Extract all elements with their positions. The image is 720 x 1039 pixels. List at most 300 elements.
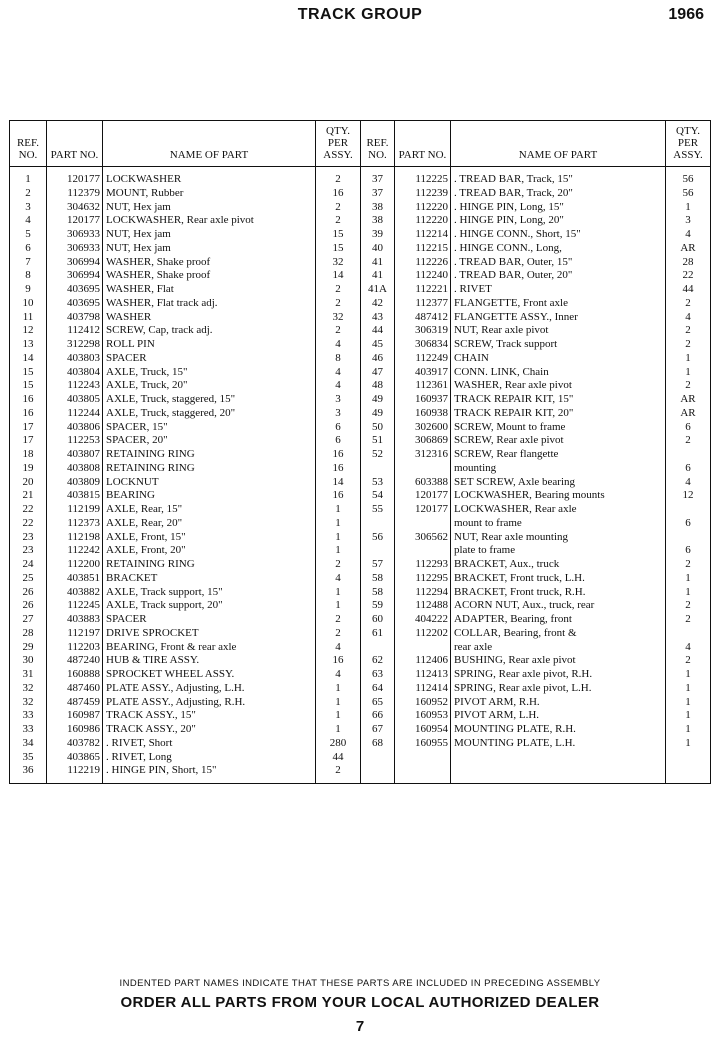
right-part-no-cell: 112377 bbox=[395, 297, 451, 311]
right-part-no-cell: 112215 bbox=[395, 242, 451, 256]
right-part-no-cell: 112361 bbox=[395, 379, 451, 393]
left-part-no-cell: 487240 bbox=[47, 654, 103, 668]
left-part-no-cell: 112199 bbox=[47, 503, 103, 517]
left-qty-cell: 3 bbox=[316, 393, 361, 407]
left-ref-no-cell: 16 bbox=[10, 407, 47, 421]
right-qty-cell: 1 bbox=[666, 682, 711, 696]
right-ref-no-cell: 57 bbox=[361, 558, 395, 572]
left-ref-no-cell: 25 bbox=[10, 572, 47, 586]
table-row bbox=[10, 256, 711, 270]
table-row bbox=[10, 489, 711, 503]
left-part-no-cell: 112379 bbox=[47, 187, 103, 201]
left-qty-cell: 2 bbox=[316, 297, 361, 311]
right-ref-no-cell: 38 bbox=[361, 201, 395, 215]
left-ref-no-cell: 33 bbox=[10, 709, 47, 723]
table-row bbox=[10, 709, 711, 723]
left-qty-cell: 2 bbox=[316, 201, 361, 215]
left-part-name-cell: BEARING bbox=[103, 489, 316, 503]
right-ref-no-cell: 64 bbox=[361, 682, 395, 696]
left-part-name-cell: . RIVET, Short bbox=[103, 737, 316, 751]
right-part-no-cell: 160955 bbox=[395, 737, 451, 751]
left-part-no-cell: 487459 bbox=[47, 696, 103, 710]
right-ref-no-cell: 55 bbox=[361, 503, 395, 517]
right-qty-cell: 2 bbox=[666, 379, 711, 393]
indented-parts-note: INDENTED PART NAMES INDICATE THAT THESE PARTS ARE INCLUDED IN PRECEDING ASSEMBLY bbox=[119, 978, 601, 989]
left-part-no-cell: 403803 bbox=[47, 352, 103, 366]
right-qty-cell: 1 bbox=[666, 709, 711, 723]
right-part-name-cell: LOCKWASHER, Rear axle bbox=[451, 503, 666, 517]
left-part-name-cell: HUB & TIRE ASSY. bbox=[103, 654, 316, 668]
left-qty-cell: 15 bbox=[316, 228, 361, 242]
left-part-no-cell: 306994 bbox=[47, 256, 103, 270]
right-part-name-cell: WASHER, Rear axle pivot bbox=[451, 379, 666, 393]
left-part-no-cell: 403882 bbox=[47, 586, 103, 600]
right-ref-no-cell: 43 bbox=[361, 311, 395, 325]
right-qty-cell: 56 bbox=[666, 187, 711, 201]
left-ref-no-cell: 18 bbox=[10, 448, 47, 462]
left-part-no-cell: 112412 bbox=[47, 324, 103, 338]
left-part-no-cell: 112242 bbox=[47, 544, 103, 558]
right-qty-cell bbox=[666, 448, 711, 462]
right-ref-no-cell: 39 bbox=[361, 228, 395, 242]
left-ref-no-cell: 8 bbox=[10, 269, 47, 283]
right-part-no-cell: 160953 bbox=[395, 709, 451, 723]
table-row bbox=[10, 407, 711, 421]
right-part-name-cell: ADAPTER, Bearing, front bbox=[451, 613, 666, 627]
left-ref-no-cell: 17 bbox=[10, 421, 47, 435]
ref-header-left: REF. NO. bbox=[10, 121, 47, 167]
right-part-name-cell: plate to frame bbox=[451, 544, 666, 558]
left-part-name-cell: MOUNT, Rubber bbox=[103, 187, 316, 201]
right-part-name-cell: LOCKWASHER, Bearing mounts bbox=[451, 489, 666, 503]
left-part-no-cell: 112243 bbox=[47, 379, 103, 393]
table-row bbox=[10, 668, 711, 682]
right-qty-cell: AR bbox=[666, 393, 711, 407]
right-qty-cell: 1 bbox=[666, 586, 711, 600]
right-part-name-cell: SCREW, Rear flangette bbox=[451, 448, 666, 462]
table-row bbox=[10, 283, 711, 297]
right-part-no-cell bbox=[395, 641, 451, 655]
left-ref-no-cell: 30 bbox=[10, 654, 47, 668]
right-ref-no-cell: 41A bbox=[361, 283, 395, 297]
right-qty-cell: 44 bbox=[666, 283, 711, 297]
left-part-no-cell: 403806 bbox=[47, 421, 103, 435]
left-part-name-cell: TRACK ASSY., 15" bbox=[103, 709, 316, 723]
left-part-name-cell: AXLE, Truck, 15" bbox=[103, 366, 316, 380]
left-qty-cell: 1 bbox=[316, 586, 361, 600]
right-ref-no-cell bbox=[361, 764, 395, 783]
ref-header-right: REF. NO. bbox=[361, 121, 395, 167]
left-ref-no-cell: 21 bbox=[10, 489, 47, 503]
right-qty-cell bbox=[666, 531, 711, 545]
right-ref-no-cell: 63 bbox=[361, 668, 395, 682]
table-row bbox=[10, 627, 711, 641]
right-part-name-cell: . TREAD BAR, Track, 15" bbox=[451, 167, 666, 187]
right-part-name-cell: NUT, Rear axle mounting bbox=[451, 531, 666, 545]
left-part-name-cell: AXLE, Track support, 15" bbox=[103, 586, 316, 600]
right-part-no-cell: 603388 bbox=[395, 476, 451, 490]
left-ref-no-cell: 15 bbox=[10, 366, 47, 380]
right-part-no-cell: 306562 bbox=[395, 531, 451, 545]
left-qty-cell: 1 bbox=[316, 709, 361, 723]
left-part-no-cell: 403804 bbox=[47, 366, 103, 380]
left-part-name-cell: AXLE, Front, 15" bbox=[103, 531, 316, 545]
left-part-name-cell: SCREW, Cap, track adj. bbox=[103, 324, 316, 338]
left-ref-no-cell: 12 bbox=[10, 324, 47, 338]
right-part-no-cell: 404222 bbox=[395, 613, 451, 627]
right-part-no-cell bbox=[395, 462, 451, 476]
right-qty-cell bbox=[666, 751, 711, 765]
right-part-name-cell: FLANGETTE ASSY., Inner bbox=[451, 311, 666, 325]
left-qty-cell: 1 bbox=[316, 503, 361, 517]
left-part-name-cell: RETAINING RING bbox=[103, 462, 316, 476]
left-part-name-cell: NUT, Hex jam bbox=[103, 242, 316, 256]
right-qty-cell bbox=[666, 503, 711, 517]
right-part-name-cell: CHAIN bbox=[451, 352, 666, 366]
left-part-name-cell: SPACER, 20" bbox=[103, 434, 316, 448]
left-qty-cell: 4 bbox=[316, 366, 361, 380]
table-row bbox=[10, 723, 711, 737]
left-part-name-cell: AXLE, Truck, 20" bbox=[103, 379, 316, 393]
right-qty-cell: 3 bbox=[666, 214, 711, 228]
right-part-name-cell: SPRING, Rear axle pivot, L.H. bbox=[451, 682, 666, 696]
left-qty-cell: 3 bbox=[316, 407, 361, 421]
right-qty-cell: 2 bbox=[666, 434, 711, 448]
right-ref-no-cell: 54 bbox=[361, 489, 395, 503]
table-row bbox=[10, 379, 711, 393]
left-qty-cell: 14 bbox=[316, 476, 361, 490]
left-ref-no-cell: 5 bbox=[10, 228, 47, 242]
right-qty-cell: 4 bbox=[666, 476, 711, 490]
left-part-name-cell: RETAINING RING bbox=[103, 558, 316, 572]
left-ref-no-cell: 34 bbox=[10, 737, 47, 751]
right-qty-cell bbox=[666, 627, 711, 641]
left-qty-cell: 1 bbox=[316, 696, 361, 710]
left-qty-cell: 2 bbox=[316, 167, 361, 187]
right-part-no-cell: 112406 bbox=[395, 654, 451, 668]
right-ref-no-cell: 46 bbox=[361, 352, 395, 366]
left-qty-cell: 4 bbox=[316, 668, 361, 682]
right-part-no-cell: 112240 bbox=[395, 269, 451, 283]
right-part-name-cell bbox=[451, 751, 666, 765]
right-qty-cell: 2 bbox=[666, 324, 711, 338]
left-qty-cell: 4 bbox=[316, 572, 361, 586]
right-part-name-cell: BRACKET, Front truck, L.H. bbox=[451, 572, 666, 586]
right-part-no-cell: 112202 bbox=[395, 627, 451, 641]
table-row bbox=[10, 352, 711, 366]
left-part-no-cell: 403798 bbox=[47, 311, 103, 325]
left-part-name-cell: PLATE ASSY., Adjusting, L.H. bbox=[103, 682, 316, 696]
left-part-no-cell: 306933 bbox=[47, 228, 103, 242]
table-row bbox=[10, 558, 711, 572]
table-row bbox=[10, 269, 711, 283]
right-part-name-cell: . TREAD BAR, Outer, 15" bbox=[451, 256, 666, 270]
left-part-name-cell: WASHER, Flat bbox=[103, 283, 316, 297]
qty-header-left: QTY. PER ASSY. bbox=[316, 121, 361, 167]
left-ref-no-cell: 24 bbox=[10, 558, 47, 572]
left-part-name-cell: NUT, Hex jam bbox=[103, 228, 316, 242]
left-qty-cell: 1 bbox=[316, 723, 361, 737]
left-part-name-cell: BRACKET bbox=[103, 572, 316, 586]
left-qty-cell: 1 bbox=[316, 682, 361, 696]
right-qty-cell: 56 bbox=[666, 167, 711, 187]
left-ref-no-cell: 7 bbox=[10, 256, 47, 270]
table-row bbox=[10, 462, 711, 476]
right-part-no-cell: 112226 bbox=[395, 256, 451, 270]
right-part-no-cell bbox=[395, 751, 451, 765]
left-part-name-cell: DRIVE SPROCKET bbox=[103, 627, 316, 641]
right-ref-no-cell: 44 bbox=[361, 324, 395, 338]
left-part-no-cell: 403782 bbox=[47, 737, 103, 751]
left-qty-cell: 280 bbox=[316, 737, 361, 751]
left-ref-no-cell: 23 bbox=[10, 531, 47, 545]
right-part-no-cell: 120177 bbox=[395, 489, 451, 503]
left-part-name-cell: PLATE ASSY., Adjusting, R.H. bbox=[103, 696, 316, 710]
right-part-name-cell: BUSHING, Rear axle pivot bbox=[451, 654, 666, 668]
left-part-name-cell: . RIVET, Long bbox=[103, 751, 316, 765]
table-row bbox=[10, 764, 711, 783]
left-part-name-cell: AXLE, Rear, 15" bbox=[103, 503, 316, 517]
right-qty-cell: 1 bbox=[666, 668, 711, 682]
qty-header-right: QTY. PER ASSY. bbox=[666, 121, 711, 167]
table-row bbox=[10, 572, 711, 586]
right-part-name-cell: MOUNTING PLATE, R.H. bbox=[451, 723, 666, 737]
table-row bbox=[10, 187, 711, 201]
left-part-name-cell: AXLE, Truck, staggered, 15" bbox=[103, 393, 316, 407]
right-qty-cell bbox=[666, 764, 711, 783]
left-ref-no-cell: 22 bbox=[10, 517, 47, 531]
left-qty-cell: 4 bbox=[316, 641, 361, 655]
left-part-no-cell: 403883 bbox=[47, 613, 103, 627]
right-qty-cell: 1 bbox=[666, 201, 711, 215]
left-qty-cell: 16 bbox=[316, 462, 361, 476]
left-ref-no-cell: 13 bbox=[10, 338, 47, 352]
right-qty-cell: 12 bbox=[666, 489, 711, 503]
right-part-name-cell: . RIVET bbox=[451, 283, 666, 297]
table-row bbox=[10, 324, 711, 338]
left-part-no-cell: 403808 bbox=[47, 462, 103, 476]
right-ref-no-cell: 56 bbox=[361, 531, 395, 545]
left-qty-cell: 2 bbox=[316, 627, 361, 641]
left-part-name-cell: LOCKWASHER bbox=[103, 167, 316, 187]
left-ref-no-cell: 3 bbox=[10, 201, 47, 215]
left-qty-cell: 1 bbox=[316, 517, 361, 531]
right-part-no-cell: 306319 bbox=[395, 324, 451, 338]
left-part-name-cell: WASHER, Flat track adj. bbox=[103, 297, 316, 311]
right-ref-no-cell: 58 bbox=[361, 572, 395, 586]
right-ref-no-cell: 60 bbox=[361, 613, 395, 627]
left-qty-cell: 14 bbox=[316, 269, 361, 283]
left-part-no-cell: 403865 bbox=[47, 751, 103, 765]
right-part-name-cell: . TREAD BAR, Outer, 20" bbox=[451, 269, 666, 283]
left-part-name-cell: SPACER, 15" bbox=[103, 421, 316, 435]
table-row bbox=[10, 751, 711, 765]
right-ref-no-cell bbox=[361, 462, 395, 476]
right-part-name-cell: NUT, Rear axle pivot bbox=[451, 324, 666, 338]
right-part-no-cell: 112225 bbox=[395, 167, 451, 187]
left-part-no-cell: 306994 bbox=[47, 269, 103, 283]
right-part-no-cell: 306834 bbox=[395, 338, 451, 352]
left-qty-cell: 2 bbox=[316, 214, 361, 228]
right-part-no-cell: 160937 bbox=[395, 393, 451, 407]
right-part-name-cell: SCREW, Track support bbox=[451, 338, 666, 352]
right-part-name-cell: BRACKET, Front truck, R.H. bbox=[451, 586, 666, 600]
left-part-no-cell: 403695 bbox=[47, 283, 103, 297]
right-part-no-cell: 306869 bbox=[395, 434, 451, 448]
table-row bbox=[10, 599, 711, 613]
right-part-no-cell: 160954 bbox=[395, 723, 451, 737]
right-part-name-cell: mounting bbox=[451, 462, 666, 476]
left-part-no-cell: 112198 bbox=[47, 531, 103, 545]
left-ref-no-cell: 11 bbox=[10, 311, 47, 325]
right-part-name-cell: FLANGETTE, Front axle bbox=[451, 297, 666, 311]
table-row bbox=[10, 476, 711, 490]
left-part-no-cell: 112245 bbox=[47, 599, 103, 613]
right-ref-no-cell: 45 bbox=[361, 338, 395, 352]
right-part-no-cell: 112413 bbox=[395, 668, 451, 682]
right-ref-no-cell bbox=[361, 751, 395, 765]
left-ref-no-cell: 32 bbox=[10, 696, 47, 710]
right-ref-no-cell: 66 bbox=[361, 709, 395, 723]
parts-table bbox=[9, 120, 711, 784]
right-ref-no-cell: 42 bbox=[361, 297, 395, 311]
table-row bbox=[10, 613, 711, 627]
right-part-no-cell: 112293 bbox=[395, 558, 451, 572]
left-part-name-cell: BEARING, Front & rear axle bbox=[103, 641, 316, 655]
page-title: TRACK GROUP bbox=[297, 6, 423, 23]
left-part-name-cell: RETAINING RING bbox=[103, 448, 316, 462]
left-ref-no-cell: 32 bbox=[10, 682, 47, 696]
left-part-no-cell: 112197 bbox=[47, 627, 103, 641]
left-ref-no-cell: 22 bbox=[10, 503, 47, 517]
left-part-no-cell: 487460 bbox=[47, 682, 103, 696]
table-row bbox=[10, 297, 711, 311]
table-row bbox=[10, 448, 711, 462]
right-ref-no-cell bbox=[361, 641, 395, 655]
left-qty-cell: 4 bbox=[316, 338, 361, 352]
right-ref-no-cell: 65 bbox=[361, 696, 395, 710]
right-ref-no-cell: 40 bbox=[361, 242, 395, 256]
left-part-name-cell: AXLE, Rear, 20" bbox=[103, 517, 316, 531]
left-ref-no-cell: 19 bbox=[10, 462, 47, 476]
right-part-no-cell: 160938 bbox=[395, 407, 451, 421]
left-part-no-cell: 403807 bbox=[47, 448, 103, 462]
right-part-name-cell: PIVOT ARM, L.H. bbox=[451, 709, 666, 723]
right-ref-no-cell: 49 bbox=[361, 393, 395, 407]
right-ref-no-cell bbox=[361, 517, 395, 531]
left-ref-no-cell: 31 bbox=[10, 668, 47, 682]
left-qty-cell: 16 bbox=[316, 187, 361, 201]
left-ref-no-cell: 23 bbox=[10, 544, 47, 558]
left-qty-cell: 16 bbox=[316, 489, 361, 503]
right-qty-cell: 6 bbox=[666, 517, 711, 531]
left-part-no-cell: 403695 bbox=[47, 297, 103, 311]
order-notice: ORDER ALL PARTS FROM YOUR LOCAL AUTHORIZED DEALER bbox=[120, 994, 600, 1011]
right-part-no-cell: 112239 bbox=[395, 187, 451, 201]
left-part-no-cell: 160888 bbox=[47, 668, 103, 682]
left-ref-no-cell: 20 bbox=[10, 476, 47, 490]
left-ref-no-cell: 27 bbox=[10, 613, 47, 627]
right-part-no-cell: 487412 bbox=[395, 311, 451, 325]
right-part-name-cell: CONN. LINK, Chain bbox=[451, 366, 666, 380]
right-ref-no-cell: 62 bbox=[361, 654, 395, 668]
left-ref-no-cell: 10 bbox=[10, 297, 47, 311]
right-part-no-cell: 112249 bbox=[395, 352, 451, 366]
right-ref-no-cell: 41 bbox=[361, 269, 395, 283]
table-row bbox=[10, 242, 711, 256]
right-ref-no-cell: 41 bbox=[361, 256, 395, 270]
left-part-name-cell: NUT, Hex jam bbox=[103, 201, 316, 215]
right-qty-cell: AR bbox=[666, 242, 711, 256]
right-part-name-cell: ACORN NUT, Aux., truck, rear bbox=[451, 599, 666, 613]
left-part-name-cell: SPACER bbox=[103, 352, 316, 366]
right-ref-no-cell: 67 bbox=[361, 723, 395, 737]
right-part-no-cell: 403917 bbox=[395, 366, 451, 380]
table-row bbox=[10, 421, 711, 435]
name-header-right: NAME OF PART bbox=[451, 121, 666, 167]
left-part-no-cell: 120177 bbox=[47, 167, 103, 187]
left-qty-cell: 1 bbox=[316, 531, 361, 545]
right-qty-cell: 6 bbox=[666, 462, 711, 476]
right-part-name-cell: rear axle bbox=[451, 641, 666, 655]
right-part-name-cell: SCREW, Rear axle pivot bbox=[451, 434, 666, 448]
right-part-name-cell: BRACKET, Aux., truck bbox=[451, 558, 666, 572]
right-part-no-cell: 112488 bbox=[395, 599, 451, 613]
left-ref-no-cell: 16 bbox=[10, 393, 47, 407]
right-part-no-cell: 120177 bbox=[395, 503, 451, 517]
right-ref-no-cell bbox=[361, 544, 395, 558]
left-qty-cell: 6 bbox=[316, 421, 361, 435]
left-part-no-cell: 120177 bbox=[47, 214, 103, 228]
left-part-name-cell: AXLE, Front, 20" bbox=[103, 544, 316, 558]
right-qty-cell: 22 bbox=[666, 269, 711, 283]
right-ref-no-cell: 49 bbox=[361, 407, 395, 421]
right-part-name-cell: SET SCREW, Axle bearing bbox=[451, 476, 666, 490]
right-qty-cell: 4 bbox=[666, 228, 711, 242]
right-ref-no-cell: 37 bbox=[361, 167, 395, 187]
right-part-name-cell: mount to frame bbox=[451, 517, 666, 531]
left-part-no-cell: 112203 bbox=[47, 641, 103, 655]
right-part-no-cell bbox=[395, 517, 451, 531]
parts-table-body bbox=[10, 167, 711, 784]
left-ref-no-cell: 35 bbox=[10, 751, 47, 765]
left-part-name-cell: AXLE, Track support, 20" bbox=[103, 599, 316, 613]
right-qty-cell: 1 bbox=[666, 737, 711, 751]
table-row bbox=[10, 737, 711, 751]
right-part-name-cell: SPRING, Rear axle pivot, R.H. bbox=[451, 668, 666, 682]
left-part-name-cell: WASHER, Shake proof bbox=[103, 269, 316, 283]
left-part-no-cell: 304632 bbox=[47, 201, 103, 215]
left-part-no-cell: 306933 bbox=[47, 242, 103, 256]
left-part-name-cell: SPACER bbox=[103, 613, 316, 627]
table-row bbox=[10, 228, 711, 242]
right-part-name-cell: MOUNTING PLATE, L.H. bbox=[451, 737, 666, 751]
table-row bbox=[10, 167, 711, 187]
right-qty-cell: 2 bbox=[666, 338, 711, 352]
table-row bbox=[10, 517, 711, 531]
left-part-name-cell: SPROCKET WHEEL ASSY. bbox=[103, 668, 316, 682]
left-ref-no-cell: 14 bbox=[10, 352, 47, 366]
part-header-right: PART NO. bbox=[395, 121, 451, 167]
left-qty-cell: 16 bbox=[316, 448, 361, 462]
right-ref-no-cell: 61 bbox=[361, 627, 395, 641]
left-ref-no-cell: 4 bbox=[10, 214, 47, 228]
right-part-no-cell bbox=[395, 544, 451, 558]
right-part-no-cell: 312316 bbox=[395, 448, 451, 462]
left-part-no-cell: 403805 bbox=[47, 393, 103, 407]
part-header-left: PART NO. bbox=[47, 121, 103, 167]
left-qty-cell: 44 bbox=[316, 751, 361, 765]
